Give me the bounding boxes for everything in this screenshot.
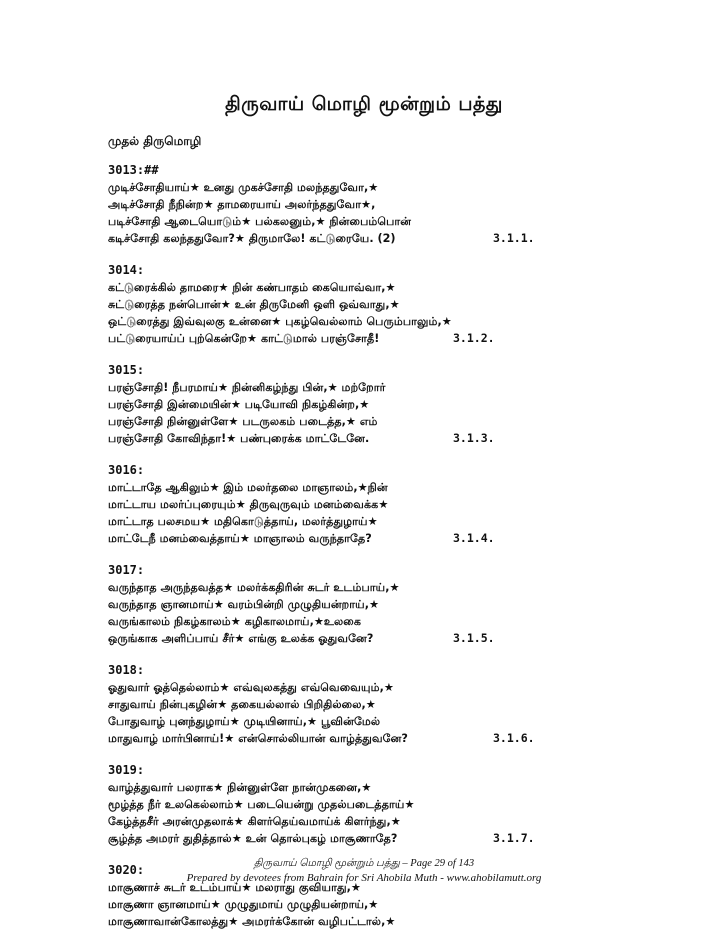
- verse: [108, 162, 648, 247]
- verse-reference: 3.1.5.: [453, 631, 495, 645]
- page-footer-credit: Prepared by devotees from Bahrain for Sri Ahobila Muth - www.ahobilamutt.org: [186, 872, 542, 884]
- verse-line: சூழ்த்த அமரர் துதித்தால்★ உன் தொல்புகழ் மாசூணாதே? 3.1.7.: [108, 831, 535, 845]
- verse: [108, 362, 648, 447]
- verse-line: முடிச்சோதியாய்★ உனது முகச்சோதி மலந்ததுவோ,★: [108, 181, 379, 194]
- verse-line: கேழ்த்தசீர் அரன்முதலாக்★ கிளர்தெய்வமாய்க் கிளர்ந்து,★: [108, 815, 401, 828]
- verse-line: பரஞ்சோதி! நீபரமாய்★ நின்னிகழ்ந்து பின்,★ மற்றோர்: [108, 381, 386, 394]
- verse-line: ஒட்டுரைத்து இவ்வுலகு உன்னை★ புகழ்வெல்லாம் பெரும்பாலும்,★: [108, 315, 452, 328]
- verse: [108, 762, 648, 847]
- verse-line: மாசூணாச் சுடர் உடம்பாய்★ மலராது குவியாது,★: [108, 881, 361, 894]
- verse-line: பரஞ்சோதி நின்னுள்ளே★ படருலகம் படைத்த,★ எம்: [108, 415, 378, 428]
- verse-line: போதுவாழ் புனந்துழாய்★ முடியினாய்,★ பூவின்மேல்: [108, 715, 381, 728]
- verse-number: 3016:: [108, 463, 145, 477]
- verse-line: வருங்காலம் நிகழ்காலம்★ கழிகாலமாய்,★உலகை: [108, 615, 362, 628]
- verse-line: சாதுவாய் நின்புகழின்★ தகையல்லால் பிறிதில்லை,★: [108, 698, 376, 711]
- verse-line: பட்டுரையாய்ப் புற்கென்றே★ காட்டுமால் பரஞ்சோதீ! 3.1.2.: [108, 331, 495, 345]
- verse: [108, 262, 648, 347]
- verse-number: 3014:: [108, 263, 145, 277]
- verse-line: சுட்டுரைத்த நன்பொன்★ உன் திருமேனி ஒளி ஒவ்வாது,★: [108, 298, 400, 311]
- verse: [108, 562, 648, 647]
- verse-number: 3020:: [108, 863, 145, 877]
- page-title: திருவாய் மொழி மூன்றும் பத்து: [225, 93, 503, 115]
- verse-reference: 3.1.4.: [453, 531, 495, 545]
- verse-list: [108, 162, 648, 945]
- verse-line: ஓதுவார் ஓத்தெல்லாம்★ எவ்வுலகத்து எவ்வெவையும்,★: [108, 681, 394, 694]
- verse-line: மாட்டாதே ஆகிலும்★ இம் மலர்தலை மாஞாலம்,★நின்: [108, 481, 388, 494]
- verse-line: மாசூணாவான்கோலத்து★ அமரர்க்கோன் வழிபட்டால்,★: [108, 915, 396, 928]
- verse-line: மாசூணா ஞானமாய்★ முழுதுமாய் முழுதியன்றாய்,★: [108, 898, 379, 911]
- verse-line: மாட்டேநீ மனம்வைத்தாய்★ மாஞாலம் வருந்தாதே? 3.1.4.: [108, 531, 495, 545]
- verse-number: 3019:: [108, 763, 145, 777]
- verse: [108, 462, 648, 547]
- verse-line: வருந்தாத அருந்தவத்த★ மலர்க்கதிரின் சுடர் உடம்பாய்,★: [108, 581, 400, 594]
- verse-line: மாட்டாய மலர்ப்புரையும்★ திருவுருவும் மனம்வைக்க★: [108, 498, 389, 511]
- verse-line: கட்டுரைக்கில் தாமரை★ நின் கண்பாதம் கையொவ்வா,★: [108, 281, 396, 294]
- verse-line: மாட்டாத பலசமய★ மதிகொடுத்தாய், மலர்த்துழாய்★: [108, 515, 378, 528]
- verse-line: படிச்சோதி ஆடையொடும்★ பல்கலனும்,★ நின்பைம்பொன்: [108, 215, 412, 228]
- verse: [108, 662, 648, 747]
- verse-line: கடிச்சோதி கலந்ததுவோ?★ திருமாலே! கட்டுரையே. (2) 3.1.1.: [108, 231, 535, 245]
- verse-line: அடிச்சோதி நீநின்ற★ தாமரையாய் அலர்ந்ததுவோ★,: [108, 198, 376, 211]
- verse-reference: 3.1.3.: [453, 431, 495, 445]
- verse-line: மாதுவாழ் மார்பினாய்!★ என்சொல்லியான் வாழ்த்துவனே? 3.1.6.: [108, 731, 535, 745]
- verse-number: 3017:: [108, 563, 145, 577]
- verse-number: 3013:##: [108, 163, 159, 177]
- verse-line: ஒருங்காக அளிப்பாய் சீர்★ எங்கு உலக்க ஓதுவனே? 3.1.5.: [108, 631, 495, 645]
- verse-line: பரஞ்சோதி கோவிந்தா!★ பண்புரைக்க மாட்டேனே. 3.1.3.: [108, 431, 495, 445]
- verse-line: வருந்தாத ஞானமாய்★ வரம்பின்றி முழுதியன்றாய்,★: [108, 598, 380, 611]
- verse-reference: 3.1.6.: [493, 731, 535, 745]
- verse-reference: 3.1.2.: [453, 331, 495, 345]
- verse-line: மூழ்த்த நீர் உலகெல்லாம்★ படையென்று முதல்படைத்தாய்★: [108, 798, 415, 811]
- verse-number: 3018:: [108, 663, 145, 677]
- verse-reference: 3.1.7.: [493, 831, 535, 845]
- verse-reference: 3.1.1.: [493, 231, 535, 245]
- section-subtitle: முதல் திருமொழி: [108, 134, 202, 148]
- page-footer-title: திருவாய் மொழி மூன்றும் பத்து – Page 29 of 143: [253, 858, 475, 869]
- verse-number: 3015:: [108, 363, 145, 377]
- verse-line: பரஞ்சோதி இன்மையின்★ படியோவி நிகழ்கின்ற,★: [108, 398, 370, 411]
- verse-line: வாழ்த்துவார் பலராக★ நின்னுள்ளே நான்முகனை,★: [108, 781, 372, 794]
